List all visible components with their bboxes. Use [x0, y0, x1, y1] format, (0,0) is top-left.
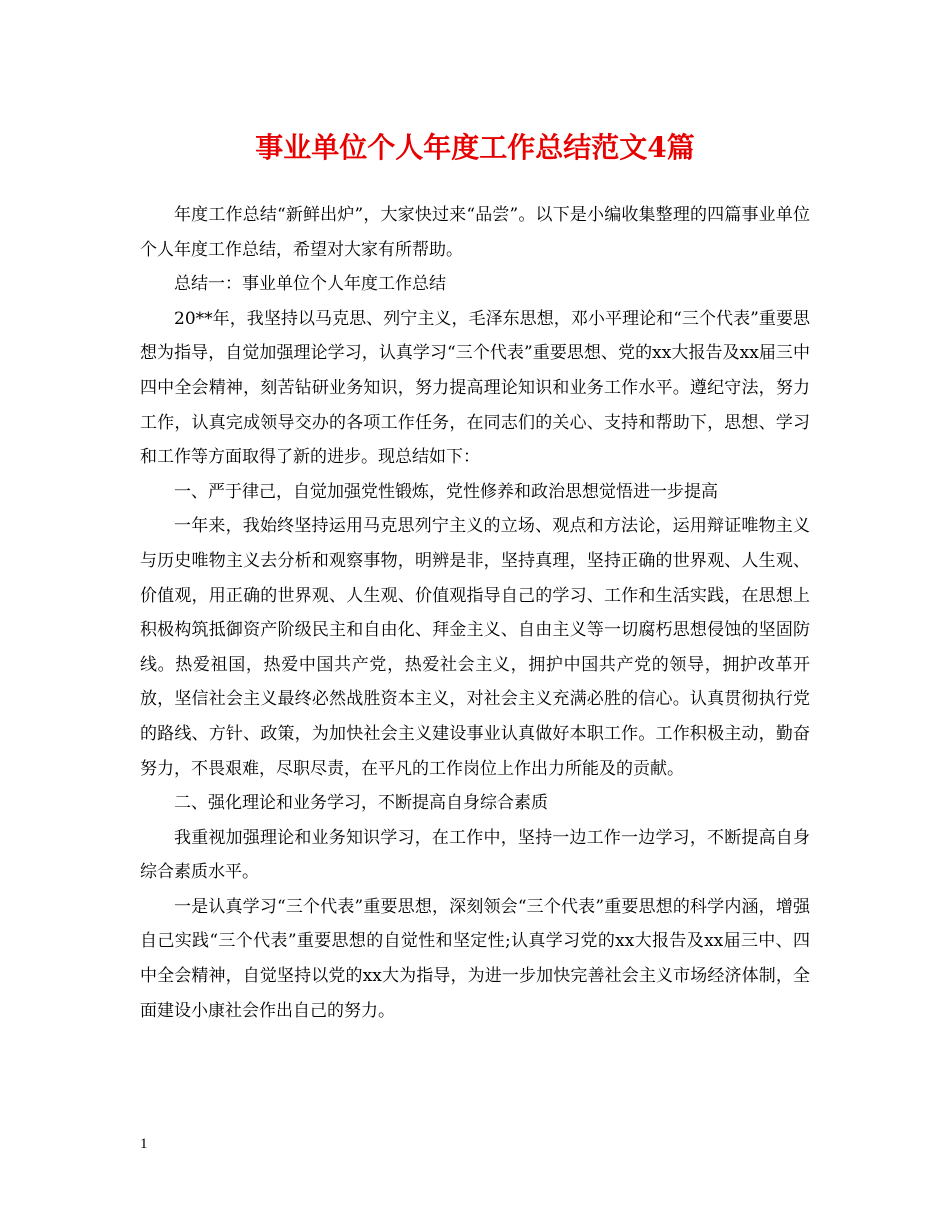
document-title: 事业单位个人年度工作总结范文4篇 — [255, 131, 695, 164]
body-paragraph: 20**年，我坚持以马克思、列宁主义，毛泽东思想，邓小平理论和“三个代表”重要思想为指导，自觉加强理论学习，认真学习“三个代表”重要思想、党的xx大报告及xx届三中四中全会精神，刻苦钻研业务知识，努力提高理论知识和业务工作水平。遵纪守法，努力工作，认真完成领导交办的各项工作任务，在同志们的关心、支持和帮助下，思想、学习和工作等方面取得了新的进步。现总结如下： — [140, 308, 810, 468]
body-paragraph: 一是认真学习“三个代表”重要思想，深刻领会“三个代表”重要思想的科学内涵，增强自己实践“三个代表”重要思想的自觉性和坚定性;认真学习党的xx大报告及xx届三中、四中全会精神，自觉坚持以党的xx大为指导，为进一步加快完善社会主义市场经济体制，全面建设小康社会作出自己的努力。 — [140, 896, 810, 1021]
intro-paragraph: 年度工作总结“新鲜出炉”，大家快过来“品尝”。以下是小编收集整理的四篇事业单位个人年度工作总结，希望对大家有所帮助。 — [140, 205, 810, 260]
section-heading-one: 一、严于律己，自觉加强党性锻炼，党性修养和政治思想觉悟进一步提高 — [174, 481, 718, 502]
section-heading-summary-one: 总结一：事业单位个人年度工作总结 — [174, 274, 446, 295]
section-heading-two: 二、强化理论和业务学习，不断提高自身综合素质 — [174, 793, 548, 814]
document-body — [140, 198, 810, 1028]
page-number: 1 — [140, 1136, 148, 1152]
body-paragraph: 一年来，我始终坚持运用马克思列宁主义的立场、观点和方法论，运用辩证唯物主义与历史唯物主义去分析和观察事物，明辨是非，坚持真理，坚持正确的世界观、人生观、价值观，用正确的世界观、人生观、价值观指导自己的学习、工作和生活实践，在思想上积极构筑抵御资产阶级民主和自由化、拜金主义、自由主义等一切腐朽思想侵蚀的坚固防线。热爱祖国，热爱中国共产党，热爱社会主义，拥护中国共产党的领导，拥护改革开放，坚信社会主义最终必然战胜资本主义，对社会主义充满必胜的信心。认真贯彻执行党的路线、方针、政策，为加快社会主义建设事业认真做好本职工作。工作积极主动，勤奋努力，不畏艰难，尽职尽责，在平凡的工作岗位上作出力所能及的贡献。 — [140, 516, 810, 779]
body-paragraph: 我重视加强理论和业务知识学习，在工作中，坚持一边工作一边学习，不断提高自身综合素质水平。 — [140, 827, 810, 883]
